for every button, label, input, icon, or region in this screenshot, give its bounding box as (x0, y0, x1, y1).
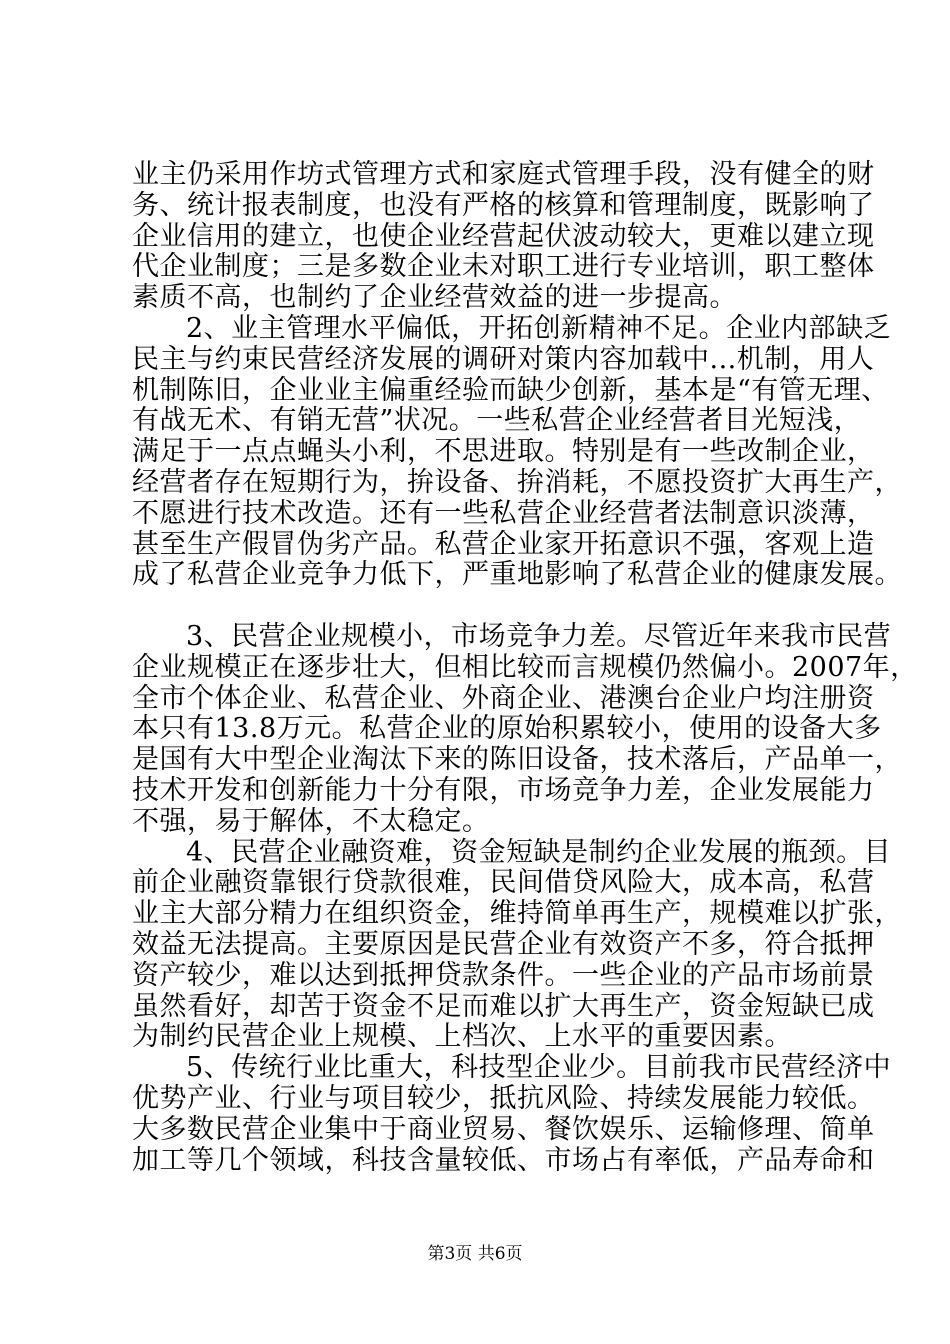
text-line: 3、民营企业规模小，市场竞争力差。尽管近年来我市民营 (186, 620, 892, 652)
text-line: 素质不高，也制约了企业经营效益的进一步提高。 (132, 282, 737, 314)
text-line: 民主与约束民营经济发展的调研对策内容加载中...机制，用人 (132, 343, 875, 375)
text-line: 效益无法提高。主要原因是民营企业有效资产不多，符合抵押 (132, 928, 875, 960)
paragraph-continued (132, 159, 875, 314)
paragraph-2 (132, 312, 902, 591)
text-line: 全市个体企业、私营企业、外商企业、港澳台企业户均注册资 (132, 682, 875, 714)
text-line: 虽然看好，却苦于资金不足而难以扩大再生产，资金短缺已成 (132, 990, 875, 1022)
page-number: 第3页 共6页 (427, 1244, 523, 1264)
text-line: 有战无术、有销无营”状况。一些私营企业经营者目光短浅， (132, 405, 862, 437)
text-line: 大多数民营企业集中于商业贸易、餐饮娱乐、运输修理、简单 (132, 1113, 875, 1145)
text-line: 是国有大中型企业淘汰下来的陈旧设备，技术落后，产品单一， (132, 744, 902, 776)
text-line: 4、民营企业融资难，资金短缺是制约企业发展的瓶颈。目 (186, 836, 892, 868)
text-line: 优势产业、行业与项目较少，抵抗风险、持续发展能力较低。 (132, 1082, 875, 1114)
text-line: 满足于一点点蝇头小利，不思进取。特别是有一些改制企业， (132, 436, 875, 468)
text-line: 成了私营企业竞争力低下，严重地影响了私营企业的健康发展。 (132, 559, 902, 591)
paragraph-3 (132, 620, 918, 838)
text-line: 代企业制度；三是多数企业未对职工进行专业培训，职工整体 (132, 251, 875, 283)
text-line: 本只有13.8万元。私营企业的原始积累较小，使用的设备大多 (132, 713, 882, 745)
text-line: 不强，易于解体，不太稳定。 (132, 805, 490, 837)
text-line: 前企业融资靠银行贷款很难，民间借贷风险大，成本高，私营 (132, 867, 875, 899)
text-line: 为制约民营企业上规模、上档次、上水平的重要因素。 (132, 1021, 792, 1053)
paragraph-5 (132, 1052, 892, 1176)
text-line: 2、业主管理水平偏低，开拓创新精神不足。企业内部缺乏 (186, 312, 892, 344)
text-line: 5、传统行业比重大，科技型企业少。目前我市民营经济中 (186, 1052, 892, 1084)
text-line: 务、统计报表制度，也没有严格的核算和管理制度，既影响了 (132, 189, 875, 221)
text-line: 资产较少，难以达到抵押贷款条件。一些企业的产品市场前景 (132, 959, 875, 991)
text-line: 甚至生产假冒伪劣产品。私营企业家开拓意识不强，客观上造 (132, 528, 875, 560)
text-line: 机制陈旧，企业业主偏重经验而缺少创新，基本是“有管无理、 (132, 374, 889, 406)
text-line: 技术开发和创新能力十分有限，市场竞争力差，企业发展能力 (132, 774, 875, 806)
text-line: 加工等几个领域，科技含量较低、市场占有率低，产品寿命和 (132, 1144, 875, 1176)
document-body (132, 159, 918, 1176)
text-line: 企业信用的建立，也使企业经营起伏波动较大，更难以建立现 (132, 220, 875, 252)
text-line: 企业规模正在逐步壮大，但相比较而言规模仍然偏小。2007年， (132, 651, 918, 683)
text-line: 业主大部分精力在组织资金，维持简单再生产，规模难以扩张， (132, 898, 902, 930)
text-line: 经营者存在短期行为，拚设备、拚消耗，不愿投资扩大再生产， (132, 466, 902, 498)
text-line: 不愿进行技术改造。还有一些私营企业经营者法制意识淡薄， (132, 497, 875, 529)
paragraph-4 (132, 836, 902, 1054)
paragraph-gap (132, 591, 832, 622)
text-line: 业主仍采用作坊式管理方式和家庭式管理手段，没有健全的财 (132, 159, 875, 190)
